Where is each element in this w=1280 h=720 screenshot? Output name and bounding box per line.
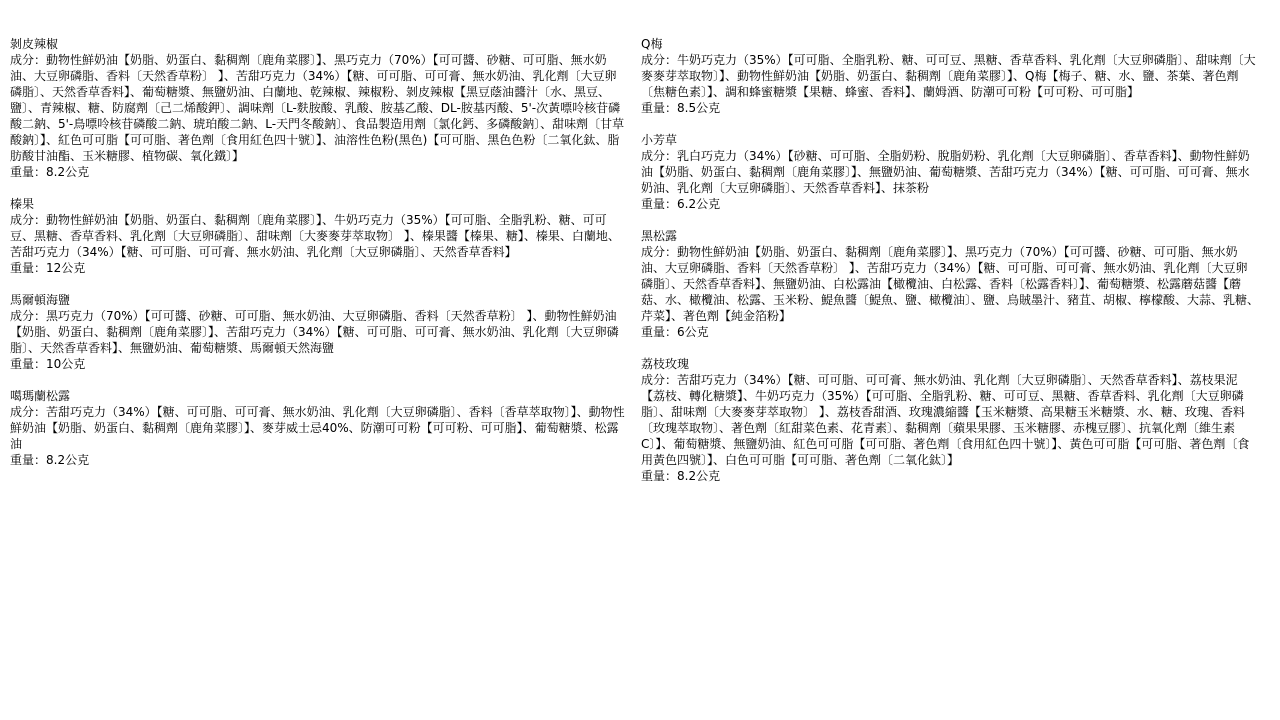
product-ingredients: 成分：動物性鮮奶油【奶脂、奶蛋白、黏稠劑〔鹿角菜膠〕】、牛奶巧克力（35%）【可可脂、全脂乳粉、糖、可可豆、黑糖、香草香料、乳化劑〔大豆卵磷脂〕、甜味劑〔大麥麥芽萃取物〕 】、榛果醬【榛果、糖】、榛果、白蘭地、苦甜巧克力（34%）【糖、可可脂、可可膏、無水奶油、乳化劑〔大豆卵磷脂〕、天然香草香料】 bbox=[10, 213, 620, 259]
product-weight: 重量：8.2公克 bbox=[10, 165, 90, 179]
product-block bbox=[641, 228, 1259, 340]
product-ingredients: 成分：動物性鮮奶油【奶脂、奶蛋白、黏稠劑〔鹿角菜膠〕】、黑巧克力（70%）【可可醬、砂糖、可可脂、無水奶油、大豆卵磷脂、香料〔天然香草粉〕 】、苦甜巧克力（34%）【糖、可可脂、可可膏、無水奶油、乳化劑〔大豆卵磷脂〕、天然香草香料】、無鹽奶油、白松露油【橄欖油、白松露、香料〔松露香料〕】、葡萄糖漿、松露蘑菇醬【蘑菇、水、橄欖油、松露、玉米粉、鯷魚醬〔鯷魚、鹽、橄欖油〕、鹽、烏賊墨汁、豬苴、胡椒、檸檬酸、大蒜、乳糖、芹菜】、著色劑【純金箔粉】 bbox=[641, 245, 1260, 323]
product-name: 黑松露 bbox=[641, 229, 678, 243]
product-name: 荔枝玫瑰 bbox=[641, 357, 690, 371]
product-weight: 重量：10公克 bbox=[10, 357, 86, 371]
product-weight: 重量：8.5公克 bbox=[641, 101, 721, 115]
product-name: 噶瑪蘭松露 bbox=[10, 389, 71, 403]
product-block bbox=[641, 36, 1259, 116]
product-block bbox=[10, 292, 628, 372]
product-block bbox=[641, 356, 1259, 484]
product-ingredients: 成分：苦甜巧克力（34%）【糖、可可脂、可可膏、無水奶油、乳化劑〔大豆卵磷脂〕、天然香草香料】、荔枝果泥【荔枝、轉化糖漿】、牛奶巧克力（35%）【可可脂、全脂乳粉、糖、可可豆、黑糖、香草香料、乳化劑〔大豆卵磷脂〕、甜味劑〔大麥麥芽萃取物〕 】、荔枝香甜酒、玫瑰濃縮醬【玉米糖漿、高果糖玉米糖漿、水、糖、玫瑰、香料〔玫瑰萃取物〕、著色劑〔紅甜菜色素、花青素〕、黏稠劑〔蘋果果膠、玉米糖膠、赤槐豆膠〕、抗氧化劑〔維生素C〕】、葡萄糖漿、無鹽奶油、紅色可可脂【可可脂、著色劑〔食用紅色四十號〕】、黃色可可脂【可可脂、著色劑〔食用黃色四號〕】、白色可可脂【可可脂、著色劑〔二氧化鈦〕】 bbox=[641, 373, 1250, 467]
product-weight: 重量：8.2公克 bbox=[641, 469, 721, 483]
product-weight: 重量：12公克 bbox=[10, 261, 86, 275]
product-block bbox=[641, 132, 1259, 212]
product-name: 馬爾頓海鹽 bbox=[10, 293, 71, 307]
product-name: 小芳草 bbox=[641, 133, 678, 147]
product-block bbox=[10, 196, 628, 276]
product-name: 剝皮辣椒 bbox=[10, 37, 59, 51]
product-weight: 重量：6.2公克 bbox=[641, 197, 721, 211]
product-ingredients: 成分：動物性鮮奶油【奶脂、奶蛋白、黏稠劑〔鹿角菜膠〕】、黑巧克力（70%）【可可醬、砂糖、可可脂、無水奶油、大豆卵磷脂、香料〔天然香草粉〕 】、苦甜巧克力（34%）【糖、可可脂、可可膏、無水奶油、乳化劑〔大豆卵磷脂〕、天然香草香料】、葡萄糖漿、無鹽奶油、白蘭地、乾辣椒、辣椒粉、剝皮辣椒【黑豆蔭油醬汁〔水、黑豆、鹽〕、青辣椒、糖、防腐劑〔己二烯酸鉀〕、調味劑〔L-麩胺酸、乳酸、胺基乙酸、DL-胺基丙酸、5'-次黃嘌呤核苷磷酸二鈉、5'-鳥嘌呤核苷磷酸二鈉、琥珀酸二鈉、L-天門冬酸鈉〕、食品製造用劑〔氯化鈣、多磷酸鈉〕、甜味劑〔甘草酸鈉〕】、紅色可可脂【可可脂、著色劑〔食用紅色四十號〕】、油溶性色粉(黑色)【可可脂、黑色色粉〔二氧化鈦、脂肪酸甘油酯、玉米糖膠、植物碳、氧化鐵〕】 bbox=[10, 53, 625, 163]
product-weight: 重量：6公克 bbox=[641, 325, 709, 339]
product-block bbox=[10, 388, 628, 468]
product-name: 榛果 bbox=[10, 197, 35, 211]
right-column bbox=[641, 36, 1259, 500]
product-ingredients: 成分：黑巧克力（70%）【可可醬、砂糖、可可脂、無水奶油、大豆卵磷脂、香料〔天然香草粉〕 】、動物性鮮奶油【奶脂、奶蛋白、黏稠劑〔鹿角菜膠〕】、苦甜巧克力（34%）【糖、可可脂、可可膏、無水奶油、乳化劑〔大豆卵磷脂〕、天然香草香料】、無鹽奶油、葡萄糖漿、馬爾頓天然海鹽 bbox=[10, 309, 619, 355]
product-ingredients: 成分：牛奶巧克力（35%）【可可脂、全脂乳粉、糖、可可豆、黑糖、香草香料、乳化劑〔大豆卵磷脂〕、甜味劑〔大麥麥芽萃取物〕】、動物性鮮奶油【奶脂、奶蛋白、黏稠劑〔鹿角菜膠〕】、Q梅【梅子、糖、水、鹽、茶葉、著色劑〔焦糖色素〕】、調和蜂蜜糖漿【果糖、蜂蜜、香料】、蘭姆酒、防潮可可粉【可可粉、可可脂】 bbox=[641, 53, 1256, 99]
product-name: Q梅 bbox=[641, 37, 663, 51]
left-column bbox=[10, 36, 628, 484]
product-block bbox=[10, 36, 628, 180]
product-ingredients: 成分：乳白巧克力（34%）【砂糖、可可脂、全脂奶粉、脫脂奶粉、乳化劑〔大豆卵磷脂〕、香草香料】、動物性鮮奶油【奶脂、奶蛋白、黏稠劑〔鹿角菜膠〕】、無鹽奶油、葡萄糖漿、苦甜巧克力（34%）【糖、可可脂、可可膏、無水奶油、乳化劑〔大豆卵磷脂〕、天然香草香料】、抹茶粉 bbox=[641, 149, 1250, 195]
product-ingredients: 成分：苦甜巧克力（34%）【糖、可可脂、可可膏、無水奶油、乳化劑〔大豆卵磷脂〕、香料〔香草萃取物〕】、動物性鮮奶油【奶脂、奶蛋白、黏稠劑〔鹿角菜膠〕】、麥芽威士忌40%、防潮可可粉【可可粉、可可脂】、葡萄糖漿、松露油 bbox=[10, 405, 625, 451]
product-weight: 重量：8.2公克 bbox=[10, 453, 90, 467]
